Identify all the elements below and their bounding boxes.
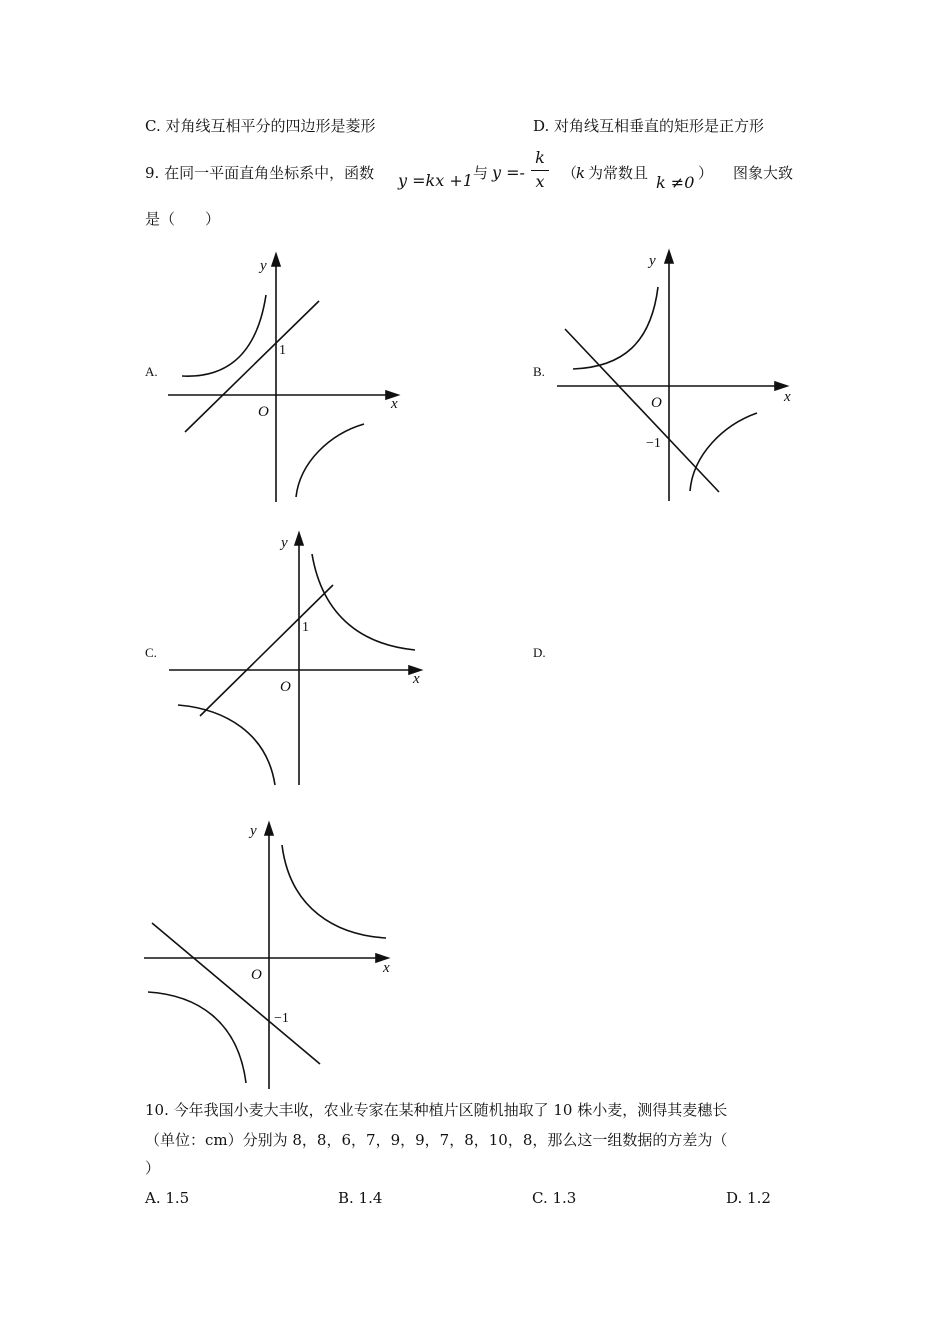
q9-cond-expr: k ≠0 <box>656 173 695 192</box>
option-c-graph[interactable] <box>165 527 430 789</box>
line-graph <box>152 923 320 1064</box>
q10-option-b[interactable]: B. 1.4 <box>338 1189 383 1207</box>
origin-label: O <box>280 679 291 695</box>
intercept-label: −1 <box>274 1011 289 1026</box>
q9-func2-lhs: y =- <box>492 163 525 182</box>
q10-line1: 10. 今年我国小麦大丰收，农业专家在某种植片区随机抽取了 10 株小麦，测得其麦穗长 <box>145 1101 728 1119</box>
q8-option-d: D. 对角线互相垂直的矩形是正方形 <box>533 117 765 135</box>
intercept-label: −1 <box>646 436 661 451</box>
q9-cond-text: 为常数且 <box>588 164 649 182</box>
x-axis-label: x <box>383 960 390 976</box>
hyperbola-branch-lower-right <box>690 413 757 491</box>
q9-cond-close: ） <box>698 164 714 182</box>
q9-func2-numerator: k <box>535 148 545 167</box>
option-c-label[interactable]: C. <box>145 645 157 660</box>
x-axis-label: x <box>391 396 398 412</box>
fraction-bar <box>531 170 549 171</box>
q9-stem-line2: 是（ ） <box>145 210 221 228</box>
origin-label: O <box>651 395 662 411</box>
hyperbola-branch-upper-right <box>282 845 386 938</box>
option-a-label[interactable]: A. <box>145 364 158 379</box>
q10-line3: ） <box>145 1159 161 1177</box>
q9-stem-prefix: 9. 在同一平面直角坐标系中，函数 <box>145 164 375 182</box>
option-d-graph[interactable] <box>140 815 405 1093</box>
q10-line2: （单位：cm）分别为 8，8，6，7，9，9，7，8，10，8，那么这一组数据的方差为（ <box>145 1131 728 1149</box>
hyperbola-branch-lower-left <box>148 992 246 1083</box>
q9-func1: y =kx +1 <box>398 171 473 190</box>
intercept-label: 1 <box>302 620 309 635</box>
intercept-label: 1 <box>279 343 286 358</box>
q9-connector: 与 <box>473 164 489 182</box>
q9-cond-open: （ <box>562 164 578 182</box>
q10-option-a[interactable]: A. 1.5 <box>145 1189 190 1207</box>
y-axis-arrow <box>265 823 273 835</box>
y-axis-label: y <box>281 535 288 551</box>
origin-label: O <box>258 404 269 420</box>
option-a-graph[interactable] <box>160 250 410 505</box>
y-axis-arrow <box>272 254 280 266</box>
q8-option-c: C. 对角线互相平分的四边形是菱形 <box>145 117 376 135</box>
option-d-label[interactable]: D. <box>533 645 546 660</box>
y-axis-arrow <box>665 251 673 263</box>
q9-cond-k: k <box>576 164 586 182</box>
x-axis-label: x <box>413 671 420 687</box>
origin-label: O <box>251 967 262 983</box>
y-axis-label: y <box>250 823 257 839</box>
hyperbola-branch-lower-left <box>178 705 275 785</box>
line-graph <box>200 585 333 716</box>
y-axis-arrow <box>295 533 303 545</box>
q9-func2-denominator: x <box>535 172 545 191</box>
x-axis-label: x <box>784 389 791 405</box>
y-axis-label: y <box>649 253 656 269</box>
hyperbola-branch-lower-right <box>296 424 364 497</box>
option-b-graph[interactable] <box>553 243 803 505</box>
hyperbola-branch-upper-right <box>312 554 415 650</box>
q10-option-d[interactable]: D. 1.2 <box>726 1189 771 1207</box>
option-b-label[interactable]: B. <box>533 364 545 379</box>
q10-option-c[interactable]: C. 1.3 <box>532 1189 577 1207</box>
q9-stem-suffix: 图象大致 <box>733 164 794 182</box>
y-axis-label: y <box>260 258 267 274</box>
hyperbola-branch-upper-left <box>573 287 658 369</box>
hyperbola-branch-upper-left <box>182 295 266 376</box>
line-graph <box>185 301 319 432</box>
